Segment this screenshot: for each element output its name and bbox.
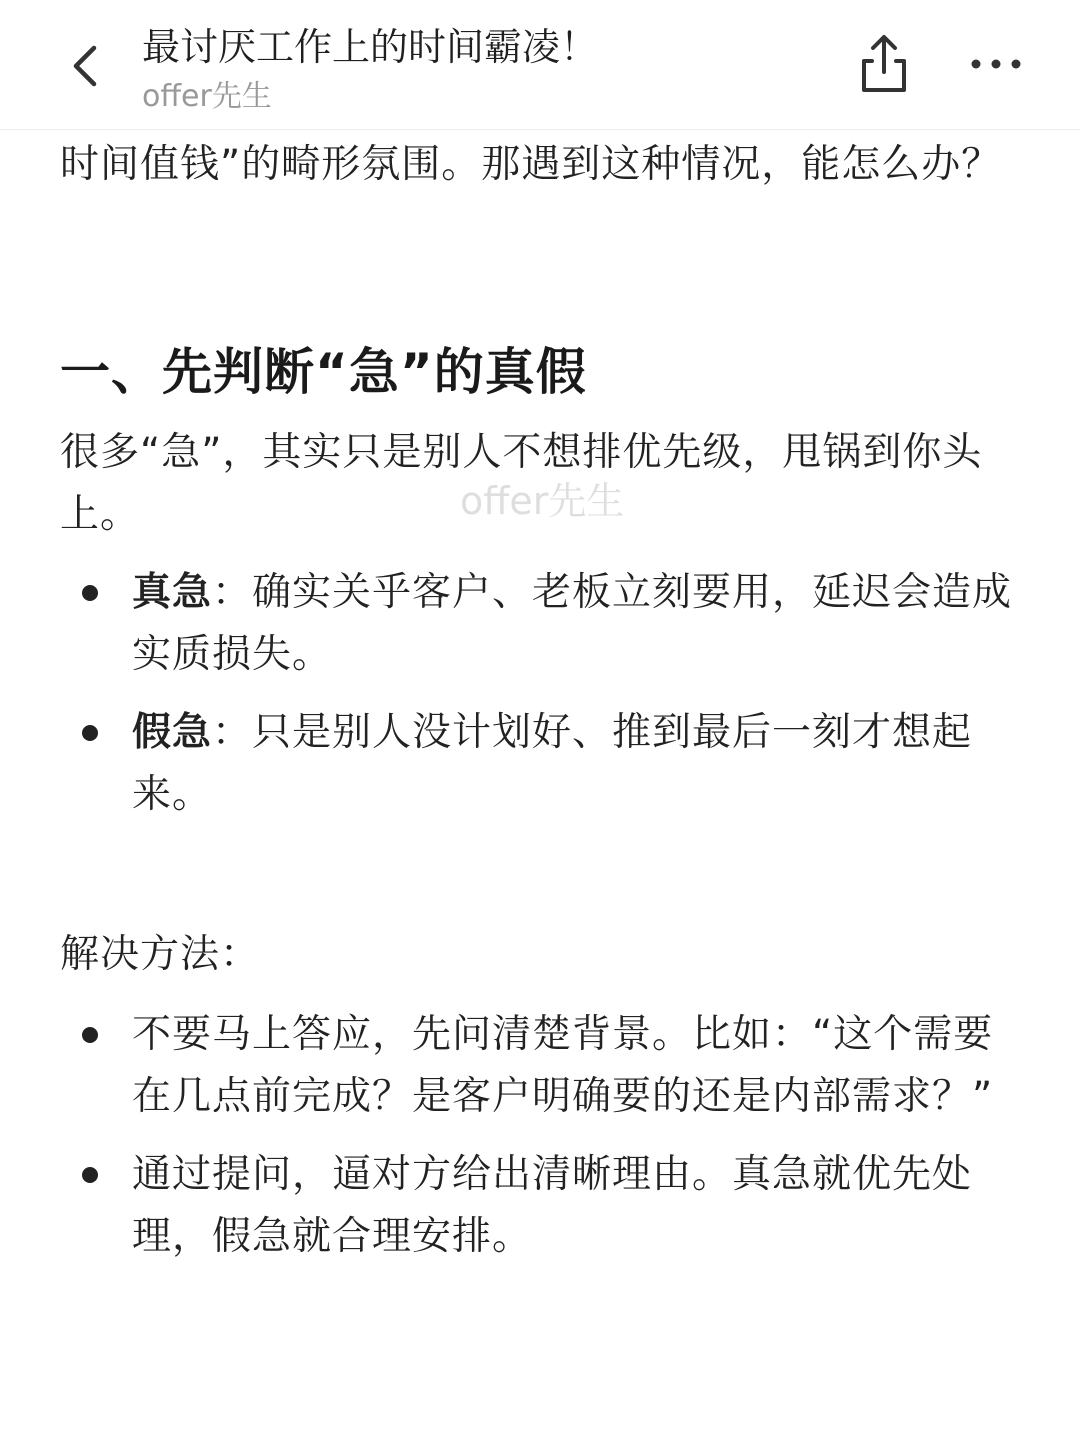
author-name[interactable]: offer先生 — [142, 79, 272, 114]
more-dots-icon — [964, 44, 1028, 84]
bullet-dot — [82, 585, 98, 601]
share-icon — [856, 30, 912, 96]
method-list — [60, 1004, 1020, 1268]
list-item-ask-reason — [60, 1144, 1020, 1268]
item-label: 假急 — [132, 710, 213, 755]
top-nav-bar — [0, 0, 1080, 130]
item-text: 通过提问，逼对方给出清晰理由。真急就优先处理，假急就合理安排。 — [132, 1152, 973, 1259]
list-item-ask-background — [60, 1004, 1020, 1128]
item-text: 不要马上答应，先问清楚背景。比如：“这个需要在几点前完成？是客户明确要的还是内部需求？” — [132, 1012, 994, 1119]
list-item-fake-urgent — [60, 702, 1020, 826]
back-button[interactable] — [60, 36, 110, 96]
bullet-dot — [82, 725, 98, 741]
chevron-left-icon — [60, 36, 110, 96]
item-text: ：只是别人没计划好、推到最后一刻才想起来。 — [132, 710, 973, 817]
article-body — [60, 131, 1020, 1284]
bullet-dot — [82, 1167, 98, 1183]
more-button[interactable] — [964, 44, 1028, 84]
share-button[interactable] — [856, 30, 912, 96]
article-title: 最讨厌工作上的时间霸凌！ — [142, 25, 599, 69]
item-text: ：确实关乎客户、老板立刻要用，延迟会造成实质损失。 — [132, 570, 1013, 677]
section-heading: 一、先判断“急”的真假 — [60, 343, 587, 401]
item-label: 真急 — [132, 570, 213, 615]
method-label: 解决方法： — [60, 932, 261, 977]
header-title-block — [142, 22, 782, 118]
bullet-dot — [82, 1027, 98, 1043]
watermark: offer先生 — [460, 479, 625, 523]
list-item-real-urgent — [60, 562, 1020, 686]
urgency-list — [60, 562, 1020, 826]
lead-paragraph: 很多“急”，其实只是别人不想排优先级，甩锅到你头上。 — [60, 430, 983, 537]
intro-paragraph: 时间值钱”的畸形氛围。那遇到这种情况，能怎么办？ — [60, 142, 1002, 187]
